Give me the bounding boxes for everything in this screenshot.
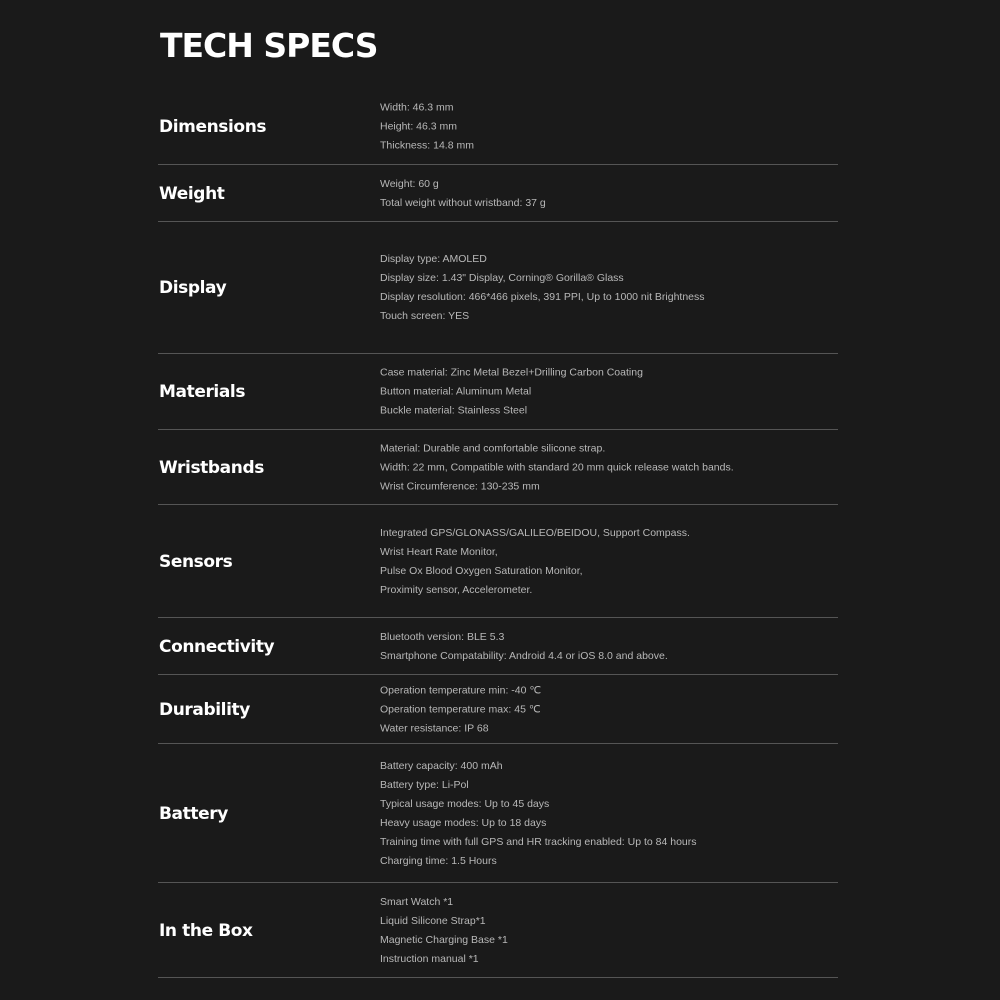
spec-row-materials (158, 354, 838, 430)
spec-value: Water resistance: IP 68 (380, 722, 489, 734)
spec-values (380, 893, 508, 969)
spec-row-connectivity (158, 618, 838, 675)
spec-value: Bluetooth version: BLE 5.3 (380, 630, 505, 643)
spec-label: Connectivity (159, 636, 275, 657)
spec-value: Charging time: 1.5 Hours (380, 854, 497, 867)
spec-value: Heavy usage modes: Up to 18 days (380, 816, 547, 829)
spec-value: Wrist Heart Rate Monitor, (380, 545, 498, 558)
spec-row-sensors (158, 505, 838, 618)
spec-value: Operation temperature min: -40 ℃ (380, 684, 542, 696)
spec-value: Magnetic Charging Base *1 (380, 933, 508, 946)
spec-value: Smart Watch *1 (380, 895, 454, 908)
spec-value: Display size: 1.43" Display, Corning® Gorilla® Glass (380, 272, 624, 284)
spec-values (380, 250, 705, 326)
spec-label: In the Box (159, 920, 253, 941)
spec-value: Width: 22 mm, Compatible with standard 20 mm quick release watch bands. (380, 461, 734, 473)
spec-row-battery (158, 744, 838, 883)
spec-values (380, 681, 541, 738)
spec-value: Smartphone Compatability: Android 4.4 or iOS 8.0 and above. (380, 649, 668, 662)
spec-value: Thickness: 14.8 mm (380, 139, 474, 151)
spec-values (380, 628, 668, 666)
divider (158, 977, 838, 978)
spec-value: Total weight without wristband: 37 g (380, 196, 546, 209)
spec-label: Wristbands (159, 457, 264, 478)
spec-value: Instruction manual *1 (380, 952, 479, 965)
spec-values (380, 175, 546, 213)
spec-value: Liquid Silicone Strap*1 (380, 914, 486, 927)
spec-values (380, 364, 643, 421)
spec-value: Typical usage modes: Up to 45 days (380, 797, 550, 810)
spec-values (380, 524, 690, 600)
spec-row-wristbands (158, 430, 838, 505)
spec-row-in-the-box (158, 883, 838, 978)
spec-value: Pulse Ox Blood Oxygen Saturation Monitor, (380, 564, 583, 577)
spec-row-durability (158, 675, 838, 744)
spec-value: Height: 46.3 mm (380, 120, 458, 132)
spec-value: Proximity sensor, Accelerometer. (380, 583, 533, 596)
spec-value: Display resolution: 466*466 pixels, 391 PPI, Up to 1000 nit Brightness (380, 291, 705, 303)
spec-row-dimensions (158, 88, 838, 165)
spec-value: Material: Durable and comfortable silicone strap. (380, 442, 606, 454)
spec-value: Battery type: Li-Pol (380, 778, 469, 791)
spec-value: Wrist Circumference: 130-235 mm (380, 480, 540, 492)
spec-values (380, 439, 734, 496)
spec-value: Buckle material: Stainless Steel (380, 404, 528, 417)
spec-label: Durability (159, 699, 250, 720)
spec-value: Case material: Zinc Metal Bezel+Drilling Carbon Coating (380, 366, 643, 379)
spec-label: Battery (159, 803, 228, 824)
spec-values (380, 98, 474, 155)
spec-label: Dimensions (159, 116, 267, 137)
spec-value: Training time with full GPS and HR tracking enabled: Up to 84 hours (380, 835, 697, 848)
spec-value: Display type: AMOLED (380, 253, 487, 265)
spec-row-display (158, 222, 838, 354)
spec-value: Touch screen: YES (380, 310, 470, 322)
spec-value: Battery capacity: 400 mAh (380, 759, 503, 772)
spec-label: Display (159, 278, 227, 298)
spec-label: Sensors (159, 551, 233, 572)
spec-row-weight (158, 165, 838, 222)
page-title: TECH SPECS (160, 26, 378, 65)
spec-value: Weight: 60 g (380, 177, 439, 190)
spec-values (380, 757, 697, 871)
spec-value: Operation temperature max: 45 ℃ (380, 703, 541, 715)
spec-value: Width: 46.3 mm (380, 101, 454, 113)
spec-label: Materials (159, 382, 246, 402)
spec-value: Integrated GPS/GLONASS/GALILEO/BEIDOU, Support Compass. (380, 526, 690, 539)
spec-label: Weight (159, 183, 225, 204)
spec-value: Button material: Aluminum Metal (380, 385, 532, 398)
